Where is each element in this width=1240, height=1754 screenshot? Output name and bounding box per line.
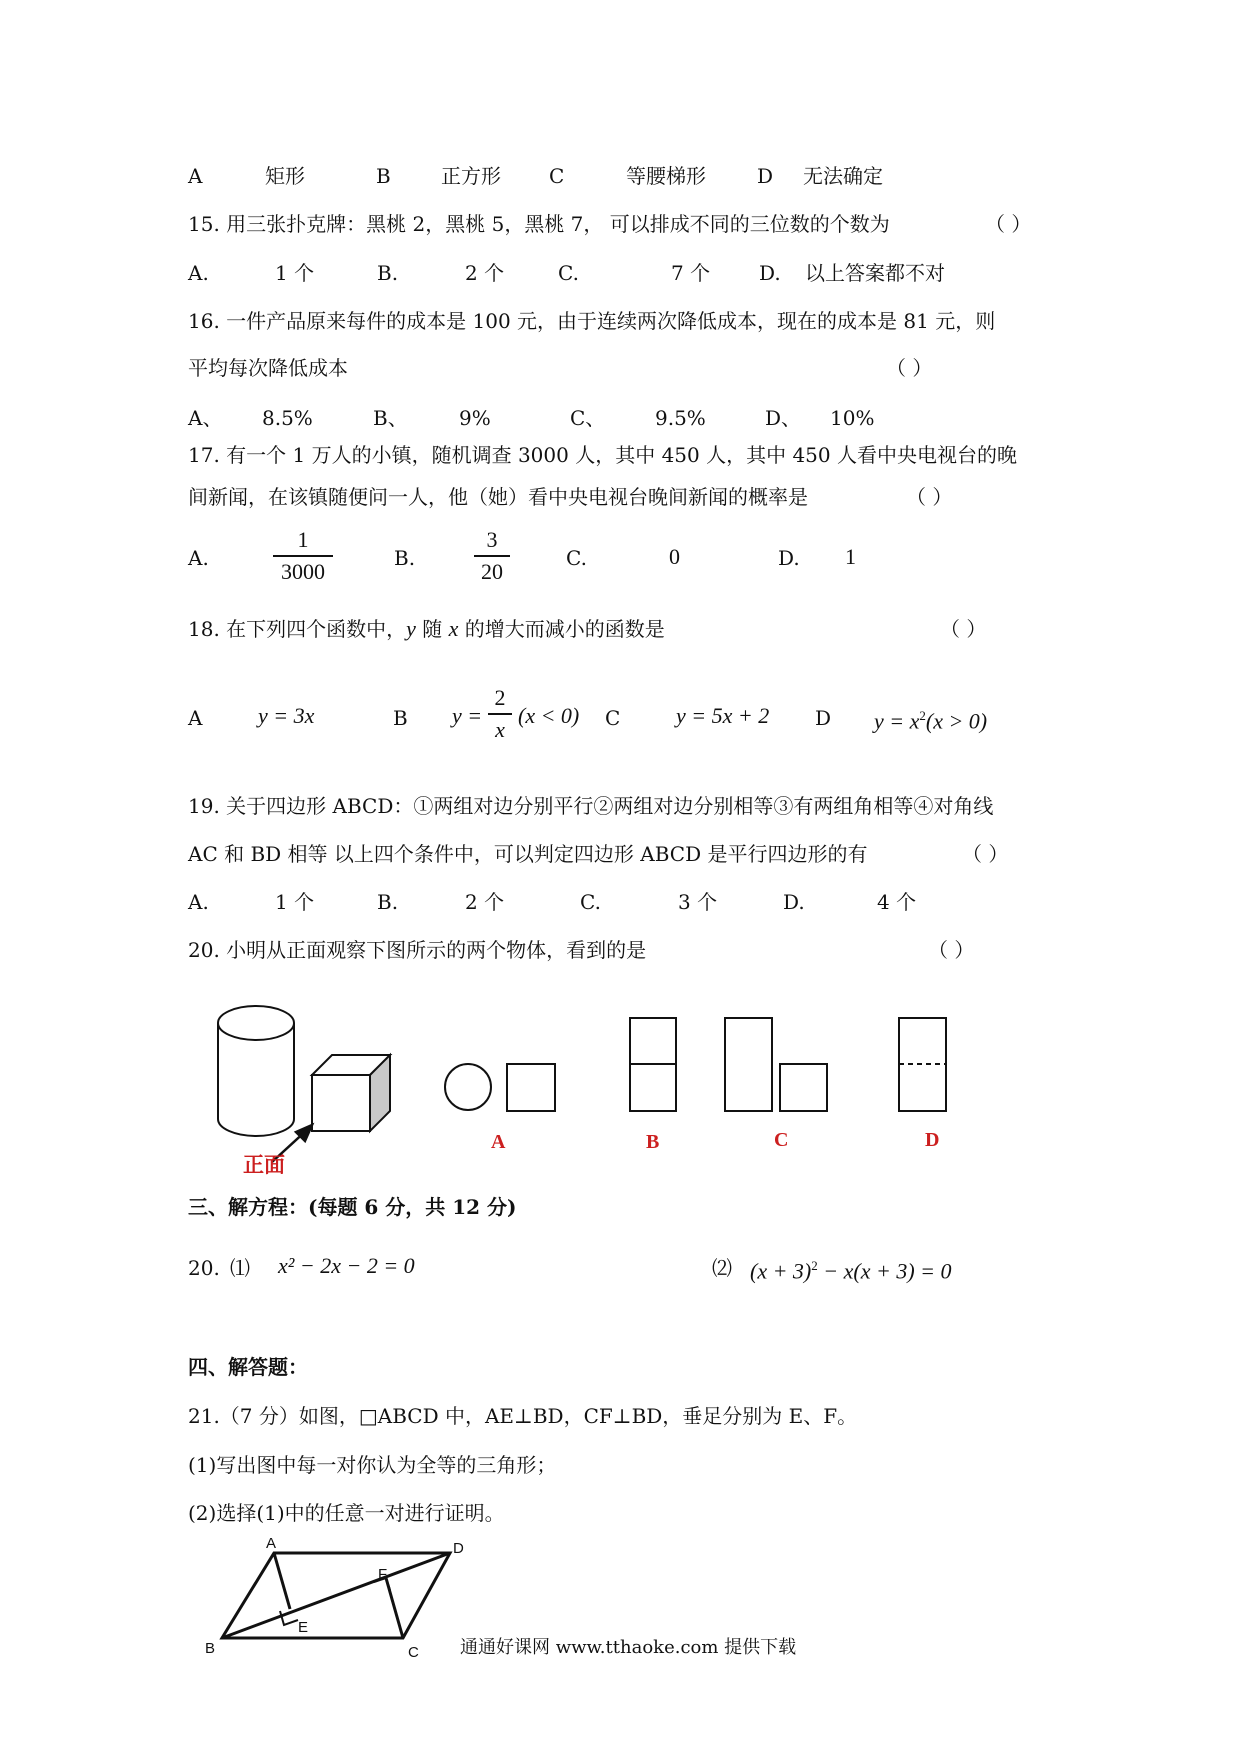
q16-b-label: B、 [373,406,408,430]
q14-a-text: 矩形 [265,164,305,188]
q16-stem-line2: 平均每次降低成本 [188,356,348,380]
option-d-shape [899,1018,946,1111]
q18-d-exponent: 2 [919,708,926,723]
q19-d-value: 4 个 [877,890,917,914]
q15-c-label: C. [558,261,579,285]
fig-label-f: F [378,1566,388,1583]
eq2-number: ⑵ [712,1256,732,1280]
q15-a-label: A. [188,261,209,285]
equation-2-exponent: 2 [811,1258,818,1273]
q15-d-label: D. [759,261,781,285]
q18-d-expression [874,704,987,733]
q18-stem [188,617,665,641]
q17-b-fraction [474,525,510,587]
q17-b-label: B. [394,546,416,570]
equation-1: x² − 2x − 2 = 0 [278,1253,415,1278]
eq1-number: ⑴ [230,1256,250,1280]
q20-answer-paren: （ ） [928,938,975,962]
q17-stem-line1: 17. 有一个 1 万人的小镇，随机调查 3000 人，其中 450 人，其中 450 人看中央电视台的晚 [188,443,1017,467]
q16-stem-line1: 16. 一件产品原来每件的成本是 100 元，由于连续两次降低成本，现在的成本是 81 元，则 [188,309,996,333]
cylinder-shape [218,1006,294,1136]
q18-var-x: x [448,616,459,641]
q14-c-text: 等腰梯形 [626,164,706,188]
q14-b-text: 正方形 [441,164,501,188]
q15-stem: 15. 用三张扑克牌：黑桃 2，黑桃 5，黑桃 7， 可以排成不同的三位数的个数为 [188,212,890,236]
q14-d-text: 无法确定 [803,164,883,188]
q17-a-numerator: 1 [273,525,333,557]
q17-b-numerator: 3 [474,525,510,557]
q16-d-label: D、 [765,406,802,430]
q18-b-numerator: 2 [488,683,512,715]
q18-stem-mid2: 的增大而减小的函数是 [458,617,665,641]
q18-b-label: B [393,706,408,730]
q16-c-label: C、 [570,406,606,430]
section-3-title: 三、解方程：(每题 6 分，共 12 分) [188,1195,517,1219]
q14-a-letter: A [188,164,203,188]
eq-question-number: 20. [188,1256,220,1280]
q18-b-lhs: y = [452,703,483,728]
option-a-square [507,1064,555,1111]
q21-line-2: (1)写出图中每一对你认为全等的三角形； [188,1453,557,1477]
q15-answer-paren: （ ） [985,212,1032,236]
fig-label-b: B [205,1640,216,1657]
q17-d-value: 1 [845,544,856,569]
q16-b-value: 9% [459,406,491,430]
q14-c-letter: C [549,164,565,188]
q17-c-value: 0 [669,544,680,569]
q17-a-label: A. [188,546,209,570]
q16-d-value: 10% [830,406,875,430]
option-b-label: B [646,1131,660,1153]
equation-2-part-b: − x(x + 3) = 0 [817,1258,952,1284]
q19-b-value: 2 个 [465,890,505,914]
q17-d-label: D. [778,546,800,570]
option-a-label: A [491,1131,506,1153]
equation-2-part-a: (x + 3) [750,1258,812,1284]
q15-b-value: 2 个 [465,261,505,285]
q16-a-label: A、 [188,406,223,430]
q15-c-value: 7 个 [671,261,711,285]
option-c-shape [725,1018,827,1111]
q18-c-expression: y = 5x + 2 [676,703,770,728]
q18-a-label: A [188,706,203,730]
q18-b-fraction [488,683,512,745]
q19-a-label: A. [188,890,209,914]
cube-shape [312,1055,390,1131]
q17-b-denominator: 20 [481,559,503,584]
q18-a-expression: y = 3x [258,703,315,728]
q19-a-value: 1 个 [275,890,315,914]
q16-a-value: 8.5% [262,406,313,430]
fig-label-a: A [266,1535,277,1552]
fig-label-d: D [453,1540,464,1557]
option-b-shape [630,1018,676,1111]
q18-stem-mid1: 随 [415,617,449,641]
q15-d-value: 以上答案都不对 [805,261,945,285]
q17-answer-paren: （ ） [906,485,953,509]
q18-b-denominator: x [495,717,505,742]
q19-answer-paren: （ ） [962,842,1009,866]
q16-answer-paren: （ ） [886,356,933,380]
fig-label-e: E [298,1619,309,1636]
fig-label-c: C [408,1644,419,1661]
option-d-label: D [925,1129,940,1151]
q21-line-3: (2)选择(1)中的任意一对进行证明。 [188,1501,505,1525]
q18-d-condition: (x > 0) [925,708,988,734]
q18-d-base: y = x [874,708,920,734]
q15-b-label: B. [377,261,399,285]
q18-d-label: D [815,706,832,730]
q16-c-value: 9.5% [655,406,706,430]
q21-line-1: 21.（7 分）如图，□ABCD 中，AE⊥BD，CF⊥BD，垂足分别为 E、F。 [188,1404,858,1428]
q17-c-label: C. [566,546,587,570]
q18-var-y: y [406,616,416,641]
q19-stem-line2: AC 和 BD 相等 以上四个条件中，可以判定四边形 ABCD 是平行四边形的有 [188,842,868,866]
q19-c-value: 3 个 [678,890,718,914]
q20-figure [0,1000,1240,1200]
q14-b-letter: B [376,164,391,188]
q17-a-fraction [273,525,333,587]
q17-a-denominator: 3000 [281,559,325,584]
section-4-title: 四、解答题： [188,1355,308,1379]
q19-stem-line1: 19. 关于四边形 ABCD：①两组对边分别平行②两组对边分别相等③有两组角相等④对角线 [188,794,994,818]
q17-stem-line2: 间新闻，在该镇随便问一人，他（她）看中央电视台晚间新闻的概率是 [188,485,808,509]
q19-d-label: D. [783,890,805,914]
q14-d-letter: D [757,164,774,188]
equation-2 [750,1254,951,1283]
q19-b-label: B. [377,890,399,914]
footer-watermark: 通通好课网 www.tthaoke.com 提供下载 [460,1637,797,1658]
q20-stem: 20. 小明从正面观察下图所示的两个物体，看到的是 [188,938,647,962]
front-label: 正面 [243,1153,285,1177]
q18-c-label: C [605,706,621,730]
q19-c-label: C. [580,890,601,914]
q15-a-value: 1 个 [275,261,315,285]
option-a-circle [445,1064,491,1110]
q18-answer-paren: （ ） [940,617,987,641]
option-c-label: C [774,1129,789,1151]
q18-stem-prefix: 18. 在下列四个函数中， [188,617,407,641]
q18-b-condition: (x < 0) [518,703,580,728]
